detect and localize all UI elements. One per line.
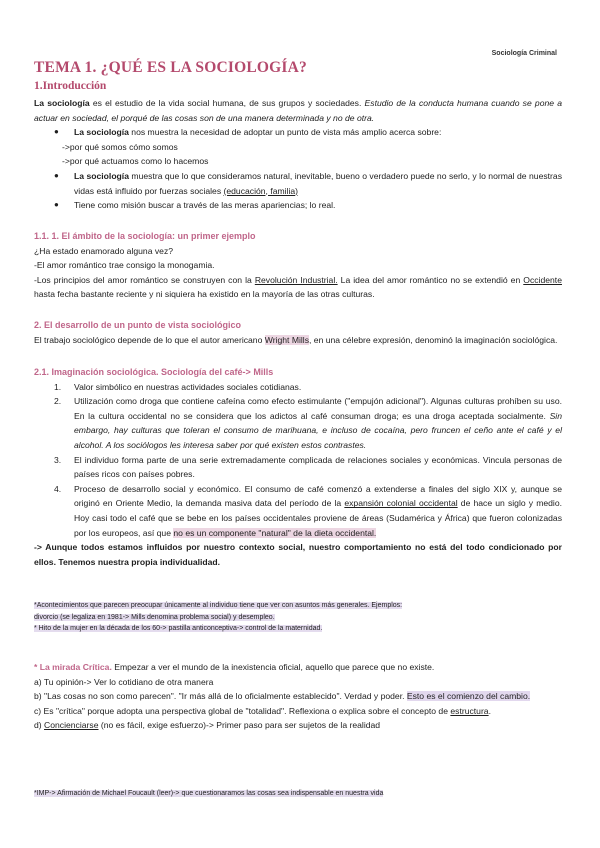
note-line: * Hito de la mujer en la década de los 60-> pastilla anticonceptiva-> control de la maternidad. <box>34 625 323 632</box>
list-item: 4. Proceso de desarrollo social y económico. El consumo de café comenzó a extenderse a finales del siglo XIX y, aunque se originó en Oriente Medio, la demanda masiva data del período de la expansión colonial occidental de hace un siglo y medio. Hoy casi todo el café que se bebe en los países occidentales proviene de áreas (Sudamérica y África) que fueron colonizadas por los europeos, así que no es un componente "natural" de la dieta occidental. <box>54 483 563 538</box>
list-item: 3. El individuo forma parte de una serie extremadamente complicada de relaciones sociales y económicas. Vincula personas de países ricos con países pobres. <box>54 454 562 480</box>
list-item: 2. Utilización como droga que contiene cafeína como efecto estimulante ("empujón adicional"). Algunas culturas prohíben su uso. En la cultura occidental no se considera que los adictos al café consuman droga; es una droga aceptada socialmente. Sin embargo, hay culturas que toleran el consumo de marihuana, e incluso de cocaína, pero fruncen el ceño ante el café y el alcohol. A los sociólogos les interesa saber por qué existen estos contrastes. <box>54 396 562 450</box>
bullet-icon: ● <box>54 127 59 137</box>
intro-bullet: ● La sociología nos muestra la necesidad de adoptar un punto de vista más amplio acerca sobre: <box>34 125 562 140</box>
note-line: *Acontecimientos que parecen preocupar únicamente al individuo tiene que ver con asuntos más generales. Ejemplos: <box>34 602 403 609</box>
section-heading: 2.1. Imaginación sociológica. Sociología del café-> Mills <box>34 367 274 377</box>
section-heading: 2. El desarrollo de un punto de vista sociológico <box>34 320 242 330</box>
section-2 <box>34 318 562 347</box>
bullet-icon: ● <box>54 200 59 210</box>
footer-note-block <box>34 788 562 800</box>
note-line: divorcio (se legaliza en 1981-> Mills denomina problema social) y desempleo. <box>34 613 275 621</box>
page-title: TEMA 1. ¿QUÉ ES LA SOCIOLOGÍA? <box>34 59 308 76</box>
critica-item: a) Tu opinión-> Ver lo cotidiano de otra manera <box>34 676 214 687</box>
section-heading: 1.1. 1. El ámbito de la sociología: un primer ejemplo <box>34 231 256 241</box>
bullet-icon: ● <box>54 170 59 180</box>
paragraph: ¿Ha estado enamorado alguna vez? <box>34 245 174 256</box>
critica-section <box>34 660 562 733</box>
critica-item: d) Concienciarse (no es fácil, exige esfuerzo)-> Primer paso para ser sujetos de la realidad <box>34 720 381 731</box>
intro-section <box>34 96 562 213</box>
paragraph: -El amor romántico trae consigo la monogamia. <box>34 260 215 271</box>
intro-subitem: ->por qué somos cómo somos <box>62 141 178 152</box>
course-header: Sociología Criminal <box>491 50 557 57</box>
critica-heading: * La mirada Crítica. <box>34 662 112 672</box>
section-2-1 <box>34 365 562 569</box>
notes-block <box>34 600 562 635</box>
intro-subitem: ->por qué actuamos como lo hacemos <box>62 156 209 167</box>
list-item: 1. Valor simbólico en nuestras actividades sociales cotidianas. <box>54 381 302 392</box>
conclusion: -> Aunque todos estamos influidos por nuestro contexto social, nuestro comportamiento no está del todo condicionado por ellos. Tenemos nuestra propia individualidad. <box>34 542 562 567</box>
critica-item: c) Es "crítica" porque adopta una perspectiva global de "totalidad". Reflexiona o explica sobre el concepto de estructura. <box>34 705 491 716</box>
intro-bullet: ● Tiene como misión buscar a través de las meras apariencias; lo real. <box>34 198 562 213</box>
intro-paragraph: La sociología es el estudio de la vida social humana, de sus grupos y sociedades. Estudio de la conducta humana cuando se pone a actuar en sociedad, el porqué de las cosas son de una manera determinada y no de otra. <box>34 98 563 123</box>
paragraph: El trabajo sociológico depende de lo que el autor americano Wright Mills, en una célebre expresión, denominó la imaginación sociológica. <box>34 334 558 345</box>
section-1-1 <box>34 229 562 302</box>
paragraph: -Los principios del amor romántico se construyen con la Revolución Industrial. La idea del amor romántico no se extendió en Occidente hasta fecha bastante reciente y ni siquiera ha existido en la mayoría de las otras culturas. <box>34 274 562 300</box>
intro-bullet: ● La sociología muestra que lo que consideramos natural, inevitable, bueno o verdadero puede no serlo, y lo normal de nuestras vidas está influido por fuerzas sociales (educación, familia) <box>54 170 562 196</box>
critica-intro: * La mirada Crítica. Empezar a ver el mundo de la inexistencia oficial, aquello que parece que no existe. <box>34 662 435 672</box>
intro-heading: 1.Introducción <box>34 80 107 92</box>
critica-item: b) "Las cosas no son como parecen". "Ir más allá de lo oficialmente establecido". Verdad y poder. Esto es el comienzo del cambio. <box>34 691 531 702</box>
footer-note: *IMP-> Afirmación de Michael Foucault (leer)-> que cuestionaramos las cosas sea indispensable en nuestra vida <box>34 790 384 797</box>
